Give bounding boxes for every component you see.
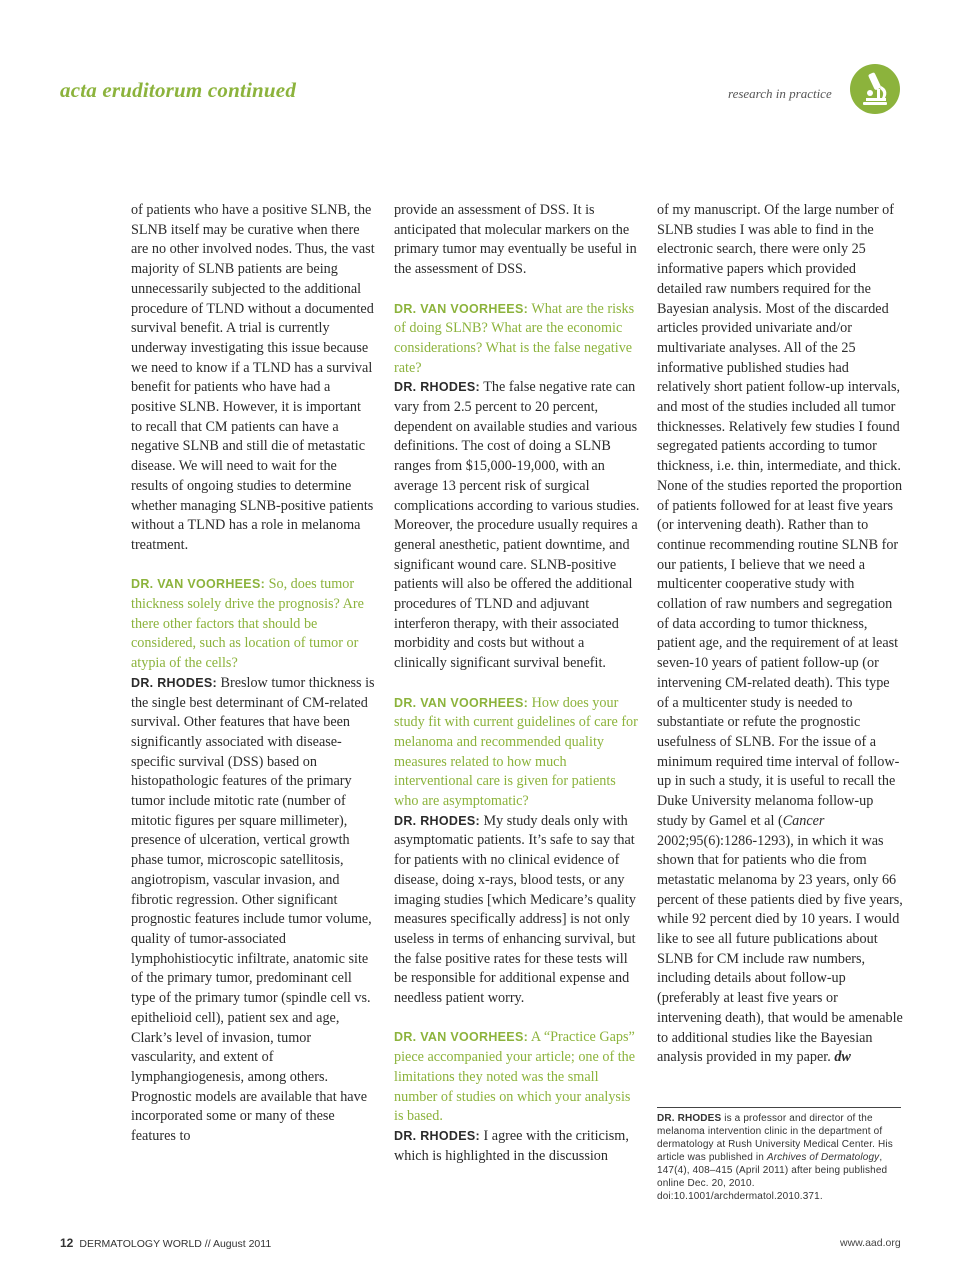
speaker-label: DR. RHODES: — [131, 675, 217, 690]
bio-text: is a professor and director of the melanoma intervention clinic in the department of dermatology at Rush University Medical Center. His article was published in — [657, 1113, 893, 1163]
author-name: DR. RHODES — [657, 1113, 722, 1124]
speaker-label: DR. RHODES: — [394, 813, 480, 828]
bio-divider — [657, 1107, 901, 1108]
footer-website[interactable]: www.aad.org — [840, 1237, 901, 1249]
author-bio — [657, 1112, 905, 1203]
publication-info: DERMATOLOGY WORLD // August 2011 — [79, 1238, 272, 1250]
paragraph: of patients who have a positive SLNB, the SLNB itself may be curative when there are no other involved nodes. Thus, the vast majority of SLNB patients are being unnecessarily subjected to the additional procedure of TLND without a documented survival benefit. A trial is currently underway investigating this issue because we need to know if a TLND has a survival benefit for patients who have had a positive SLNB. However, it is important to recall that CM patients can have a negative SLNB and still die of metastatic disease. We will need to wait for the results of ongoing studies to determine whether managing SLNB-positive patients without a TLND has a role in melanoma treatment. — [131, 202, 375, 553]
section-title: acta eruditorum continued — [60, 78, 297, 102]
question-text: How does your study fit with current guidelines of care for melanoma and recommended quality measures related to how much interventional care is given for patients who are asymptomatic? — [394, 694, 638, 810]
respondent-answer — [131, 674, 375, 1147]
footer-publication — [60, 1236, 271, 1250]
bio-text: , 147(4), 408–415 (April 2011) after being published online Dec. 20, 2010. doi:10.1001/archdermatol.2010.371. — [657, 1152, 888, 1202]
journal-title: Archives of Dermatology — [766, 1152, 880, 1163]
section-tagline: research in practice — [728, 86, 832, 101]
question-text: A “Practice Gaps” piece accompanied your article; one of the limitations they noted was the small number of studies on which your analysis is based. — [394, 1029, 636, 1125]
article-column-1 — [131, 201, 375, 1166]
speaker-label: DR. RHODES: — [394, 1129, 480, 1143]
speaker-label: DR. VAN VOORHEES: — [394, 301, 529, 316]
paragraph — [657, 201, 903, 1068]
interviewer-question — [394, 1028, 640, 1127]
speaker-label: DR. VAN VOORHEES: — [394, 1030, 529, 1045]
interviewer-question — [394, 300, 640, 379]
article-column-3 — [657, 201, 903, 1088]
answer-text: The false negative rate can vary from 2.5 percent to 20 percent, dependent on available studies and various definitions. The cost of doing a SLNB ranges from $15,000-19,000, with an average 13 percent risk of surgical complications according to various studies. Moreover, the procedure usually requires a general anesthetic, patient downtime, and significant wound care. SLNB-positive patients will also be offered the additional procedures of TLND and adjuvant interferon therapy, with their associated morbidity and costs but without a clinically significant survival benefit. — [394, 379, 640, 672]
paragraph-text: 2002;95(6):1286-1293), in which it was shown that for patients who die from metastatic melanoma by 23 years, only 66 percent of these patients died by five years, while 92 percent died by 10 years. I would like to see all future publications about SLNB for CM include raw numbers, including details about follow-up (preferably at least five years or intervening death), that would be amenable to additional studies like the Bayesian analysis provided in my paper. — [657, 832, 903, 1066]
respondent-answer — [394, 1127, 640, 1166]
journal-title: Cancer — [782, 812, 825, 829]
question-text: So, does tumor thickness solely drive the prognosis? Are there other factors that should be considered, such as location of tumor or atypia of the cells? — [131, 576, 364, 672]
microscope-icon — [850, 64, 900, 114]
end-mark: dw — [834, 1049, 851, 1066]
paragraph-text: of my manuscript. Of the large number of SLNB studies I was able to find in the electronic search, there were only 25 informative papers which provided detailed raw numbers required for the Bayesian analysis. Most of the discarded articles provided univariate and/or multivariate analyses. All of the 25 informative published studies had relatively short patient follow-up intervals, and most of the studies included all tumor thicknesses. Relatively few studies I found segregated patients according to tumor thickness, i.e. thin, intermediate, and thick. None of the studies reported the proportion of patients followed for at least five years (or intervening death). Rather than to continue recommending routine SLNB for our patients, I believe that we need a multicenter cooperative study with collation of raw numbers and segregation of data according to tumor thickness, patient age, and the requirement of at least seven-10 years of patient follow-up (or intervening CM-related death). This type of a multicenter study is needed to substantiate or refute the prognostic usefulness of SLNB. For the issue of a minimum required time interval of follow-up in such a study, it is useful to recall the Duke University melanoma follow-up study by Gamel et al ( — [657, 202, 903, 829]
respondent-answer — [394, 378, 640, 674]
speaker-label: DR. VAN VOORHEES: — [394, 695, 529, 710]
answer-text: My study deals only with asymptomatic patients. It’s safe to say that for patients with no clinical evidence of disease, doing x-rays, blood tests, or any imaging studies [which Medicare’s quality measures specifically address] is not only useless in terms of enhancing survival, but the false positive rates for these tests will be responsible for additional expense and needless patient worry. — [394, 812, 636, 1007]
interviewer-question — [131, 575, 375, 674]
speaker-label: DR. VAN VOORHEES: — [131, 577, 266, 592]
interviewer-question — [394, 694, 640, 812]
respondent-answer — [394, 812, 640, 1009]
article-column-2 — [394, 201, 640, 1186]
paragraph: provide an assessment of DSS. It is anticipated that molecular markers on the primary tumor may eventually be useful in the assessment of DSS. — [394, 202, 637, 278]
speaker-label: DR. RHODES: — [394, 380, 480, 395]
answer-text: Breslow tumor thickness is the single best determinant of CM-related survival. Other features that have been significantly associated with disease-specific survival (DSS) based on histopathologic features of the primary tumor include mitotic rate (number of mitotic figures per square millimeter), presence of ulceration, vertical growth phase tumor, microscopic satellitosis, angiotropism, vascular invasion, and fibrotic regression. Other significant prognostic features include tumor volume, quality of tumor-associated lymphohistiocytic infiltrate, anatomic site of the primary tumor, predominant cell type of the primary tumor (spindle cell vs. epithelioid cell), patient sex and age, Clark’s level of invasion, tumor vascularity, and extent of lymphangiogenesis, among others. Prognostic models are available that have incorporated some or many of these features to — [131, 674, 375, 1145]
question-text: What are the risks of doing SLNB? What are the economic considerations? What is the false negative rate? — [394, 300, 635, 376]
page-number: 12 — [60, 1236, 74, 1250]
answer-text: I agree with the criticism, which is highlighted in the discussion — [394, 1128, 629, 1164]
